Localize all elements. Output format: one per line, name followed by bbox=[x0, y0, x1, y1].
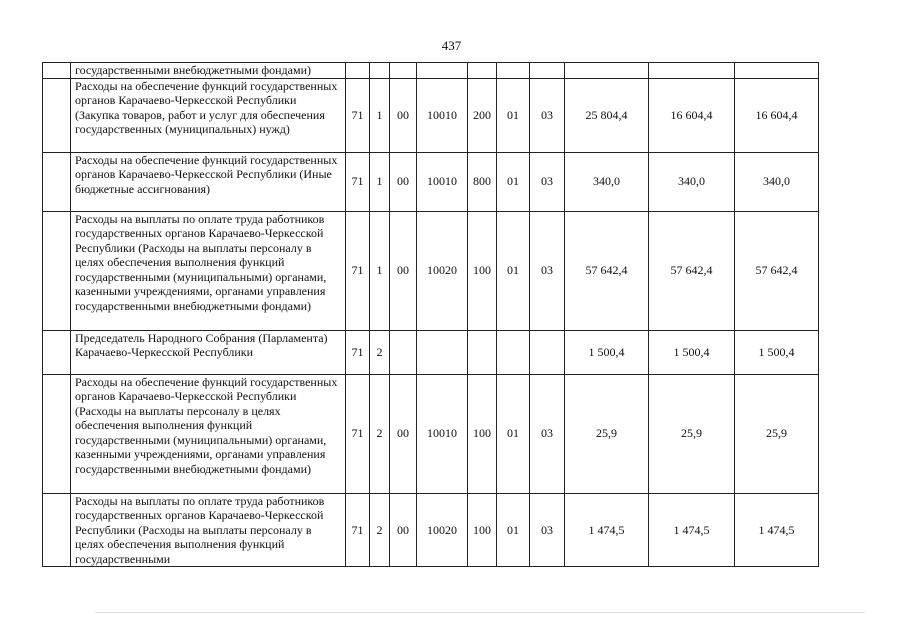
col-value-1-cell: 1 474,5 bbox=[565, 493, 649, 567]
col-section-cell: 1 bbox=[370, 152, 390, 211]
col-value-3-cell: 1 500,4 bbox=[735, 330, 819, 374]
col-program-cell bbox=[390, 330, 417, 374]
col-value-2-cell: 16 604,4 bbox=[649, 78, 735, 152]
table-row bbox=[43, 152, 819, 211]
col-sub1-cell: 01 bbox=[497, 152, 530, 211]
bottom-rule bbox=[95, 612, 865, 613]
col-program-cell: 00 bbox=[390, 211, 417, 330]
row-number-cell bbox=[43, 211, 71, 330]
col-sub2-cell: 03 bbox=[530, 374, 565, 493]
col-direction-cell bbox=[417, 63, 468, 79]
table-row bbox=[43, 374, 819, 493]
col-sub2-cell: 03 bbox=[530, 493, 565, 567]
expense-name-cell: Председатель Народного Собрания (Парламента) Карачаево-Черкесской Республики bbox=[71, 330, 346, 374]
col-value-1-cell: 57 642,4 bbox=[565, 211, 649, 330]
col-code-cell: 71 bbox=[346, 78, 370, 152]
col-direction-cell: 10010 bbox=[417, 78, 468, 152]
row-number-cell bbox=[43, 493, 71, 567]
col-sub2-cell bbox=[530, 330, 565, 374]
col-code-cell: 71 bbox=[346, 211, 370, 330]
col-type-cell bbox=[468, 63, 497, 79]
col-program-cell: 00 bbox=[390, 374, 417, 493]
col-section-cell: 2 bbox=[370, 493, 390, 567]
table-row bbox=[43, 330, 819, 374]
expense-name-cell: государственными внебюджетными фондами) bbox=[71, 63, 346, 79]
col-program-cell: 00 bbox=[390, 493, 417, 567]
table-row bbox=[43, 493, 819, 567]
page-number: 437 bbox=[441, 38, 462, 53]
col-sub1-cell: 01 bbox=[497, 78, 530, 152]
col-type-cell: 100 bbox=[468, 374, 497, 493]
col-value-1-cell: 340,0 bbox=[565, 152, 649, 211]
col-program-cell: 00 bbox=[390, 78, 417, 152]
col-section-cell: 1 bbox=[370, 78, 390, 152]
col-program-cell bbox=[390, 63, 417, 79]
col-type-cell: 200 bbox=[468, 78, 497, 152]
col-value-2-cell: 1 500,4 bbox=[649, 330, 735, 374]
col-value-2-cell: 1 474,5 bbox=[649, 493, 735, 567]
col-value-3-cell: 57 642,4 bbox=[735, 211, 819, 330]
col-section-cell bbox=[370, 63, 390, 79]
col-type-cell: 800 bbox=[468, 152, 497, 211]
col-code-cell: 71 bbox=[346, 493, 370, 567]
table-row bbox=[43, 63, 819, 79]
col-code-cell: 71 bbox=[346, 330, 370, 374]
col-type-cell bbox=[468, 330, 497, 374]
col-code-cell: 71 bbox=[346, 374, 370, 493]
expense-name-cell: Расходы на обеспечение функций государственных органов Карачаево-Черкесской Республики (Закупка товаров, работ и услуг для обеспечения государственных (муниципальных) нужд) bbox=[71, 78, 346, 152]
col-section-cell: 2 bbox=[370, 374, 390, 493]
col-value-3-cell: 25,9 bbox=[735, 374, 819, 493]
col-type-cell: 100 bbox=[468, 211, 497, 330]
expense-name-cell: Расходы на выплаты по оплате труда работников государственных органов Карачаево-Черкесской Республики (Расходы на выплаты персоналу в целях обеспечения выполнения функций государственными (муниципальными) органами, казенными учреждениями, органами управления государственными внебюджетными фондами) bbox=[71, 211, 346, 330]
expense-name-cell: Расходы на обеспечение функций государственных органов Карачаево-Черкесской Республики (Иные бюджетные ассигнования) bbox=[71, 152, 346, 211]
col-value-3-cell: 1 474,5 bbox=[735, 493, 819, 567]
col-sub1-cell: 01 bbox=[497, 493, 530, 567]
col-section-cell: 1 bbox=[370, 211, 390, 330]
col-direction-cell: 10010 bbox=[417, 374, 468, 493]
expense-name-cell: Расходы на обеспечение функций государственных органов Карачаево-Черкесской Республики (Расходы на выплаты персоналу в целях обеспечения выполнения функций государственными (муниципальными) органами, казенными учреждениями, органами управления государственными внебюджетными фондами) bbox=[71, 374, 346, 493]
row-number-cell bbox=[43, 374, 71, 493]
col-sub2-cell: 03 bbox=[530, 211, 565, 330]
table-body bbox=[43, 63, 819, 567]
col-value-1-cell: 25 804,4 bbox=[565, 78, 649, 152]
col-code-cell bbox=[346, 63, 370, 79]
col-section-cell: 2 bbox=[370, 330, 390, 374]
col-value-3-cell: 340,0 bbox=[735, 152, 819, 211]
col-value-1-cell: 25,9 bbox=[565, 374, 649, 493]
col-sub1-cell: 01 bbox=[497, 374, 530, 493]
budget-table bbox=[42, 62, 819, 567]
row-number-cell bbox=[43, 63, 71, 79]
col-direction-cell: 10020 bbox=[417, 493, 468, 567]
col-value-1-cell: 1 500,4 bbox=[565, 330, 649, 374]
col-direction-cell: 10010 bbox=[417, 152, 468, 211]
table-row bbox=[43, 78, 819, 152]
col-sub2-cell bbox=[530, 63, 565, 79]
col-value-2-cell: 340,0 bbox=[649, 152, 735, 211]
col-sub2-cell: 03 bbox=[530, 152, 565, 211]
col-value-2-cell: 57 642,4 bbox=[649, 211, 735, 330]
col-type-cell: 100 bbox=[468, 493, 497, 567]
row-number-cell bbox=[43, 330, 71, 374]
col-value-1-cell bbox=[565, 63, 649, 79]
col-sub2-cell: 03 bbox=[530, 78, 565, 152]
col-value-3-cell bbox=[735, 63, 819, 79]
row-number-cell bbox=[43, 78, 71, 152]
col-sub1-cell: 01 bbox=[497, 211, 530, 330]
expense-name-cell: Расходы на выплаты по оплате труда работников государственных органов Карачаево-Черкесской Республики (Расходы на выплаты персоналу в целях обеспечения выполнения функций государственными bbox=[71, 493, 346, 567]
col-sub1-cell bbox=[497, 330, 530, 374]
col-value-3-cell: 16 604,4 bbox=[735, 78, 819, 152]
row-number-cell bbox=[43, 152, 71, 211]
col-code-cell: 71 bbox=[346, 152, 370, 211]
col-value-2-cell: 25,9 bbox=[649, 374, 735, 493]
col-sub1-cell bbox=[497, 63, 530, 79]
col-direction-cell bbox=[417, 330, 468, 374]
col-direction-cell: 10020 bbox=[417, 211, 468, 330]
col-program-cell: 00 bbox=[390, 152, 417, 211]
col-value-2-cell bbox=[649, 63, 735, 79]
table-row bbox=[43, 211, 819, 330]
